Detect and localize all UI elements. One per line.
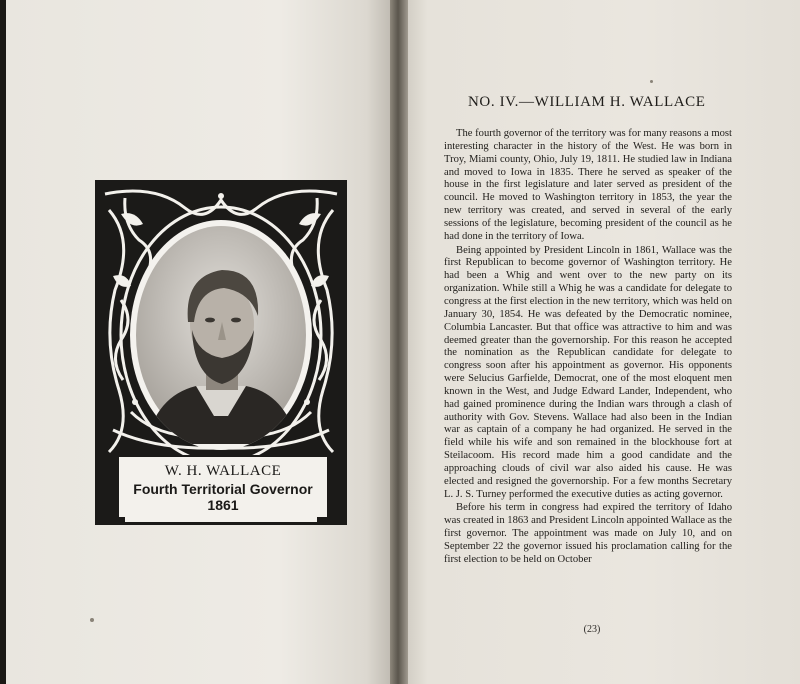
chapter-heading: NO. IV.—WILLIAM H. WALLACE: [468, 94, 706, 110]
portrait-caption: [117, 455, 329, 519]
paragraph: Being appointed by President Lincoln in 1861, Wallace was the first Republican to become governor of Washington territory. He had been a Whig and went over to the new party on its organization. While still a Whig he was a candidate for delegate to congress at the first election in the new territory, which was held on January 30, 1854. He was defeated by the Democratic nominee, Columbia Lancaster. But that office was attractive to him and was deemed greater than the governorship. For this reason he accepted the nomination as the Republican candidate for delegate to congress soon after his appointment as governor. His opponents were Selucius Garfielde, Democrat, one of the most eloquent men known in the West, and Judge Edward Lander, Independent, who had gained prominence during the Indian wars through a clash of authority with Gov. Stevens. Wallace had also been in the Indian war as captain of a company he had organized. He served in the field while his wife and son remained in the blockhouse fort at Steilacoom. His record made him a good candidate and the approaching clouds of civil war also aided his cause. He was elected and resigned the governorship. For a few months Secretary L. J. S. Turney performed the executive duties as acting governor.: [444, 244, 732, 500]
portrait-image: [136, 226, 306, 444]
paper-speck: [90, 618, 94, 622]
page-number: (23): [583, 624, 601, 635]
paragraph: Before his term in congress had expired the territory of Idaho was created in 1863 and President Lincoln appointed Wallace as the first governor. The appointment was made on July 10, and on September 22 the governor issued his proclamation calling for the first election to be held on October: [444, 502, 732, 565]
body-text: [444, 128, 732, 568]
paper-speck: [650, 80, 653, 83]
caption-role: Fourth Territorial Governor: [133, 481, 313, 497]
caption-year: 1861: [207, 497, 239, 513]
caption-name: W. H. WALLACE: [164, 463, 282, 479]
book-gutter: [390, 0, 408, 684]
portrait-frame: [95, 180, 347, 525]
portrait-oval: [130, 220, 312, 450]
paragraph: The fourth governor of the territory was for many reasons a most interesting character in the history of the West. He was born in Troy, Miami county, Ohio, July 19, 1811. He studied law in Indiana and moved to Iowa in 1835. There he served as speaker of the house in the first legislature and later served as president of the council. He moved to Washington territory in 1853, the year the new territory was created, and served in several of the early sessions of the legislature, becoming president of the council as he had done in the territory of Iowa.: [444, 128, 732, 242]
frame-bottom-bar: [125, 516, 317, 522]
